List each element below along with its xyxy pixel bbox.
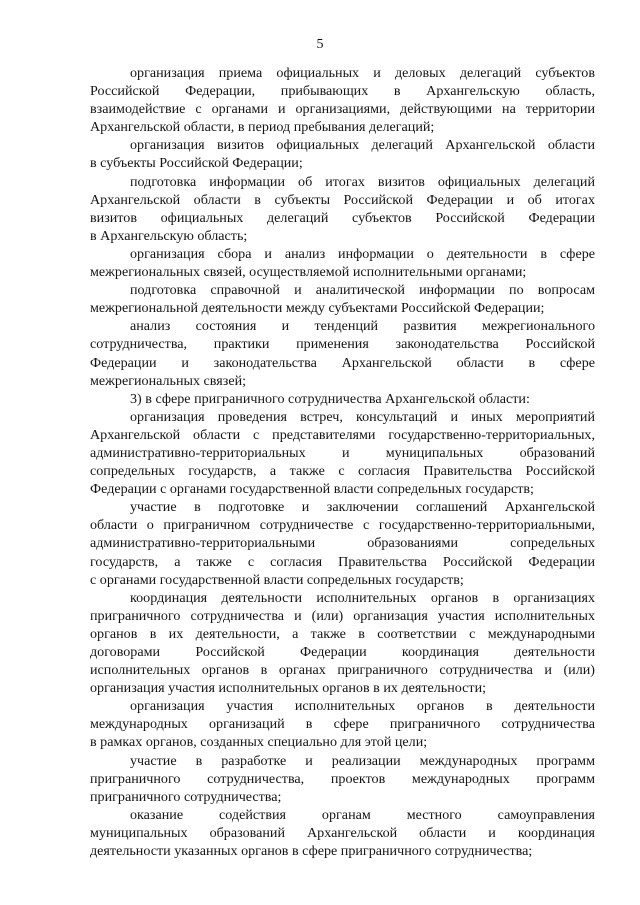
text-line: государств, а также с согласия Правительства Российской Федерации bbox=[90, 553, 595, 570]
paragraph bbox=[90, 136, 595, 172]
text-line: договорами Российской Федерации координация деятельности bbox=[90, 644, 595, 660]
text-line: международных организаций в сфере приграничного сотрудничества bbox=[90, 716, 595, 733]
page-number: 5 bbox=[316, 37, 324, 52]
text-line: органов в их деятельности, а также в соответствии с международными bbox=[90, 625, 595, 642]
text-line: приграничного сотрудничества; bbox=[90, 788, 282, 805]
text-line: деятельности указанных органов в сфере приграничного сотрудничества; bbox=[90, 843, 533, 860]
text-line: Архангельской области с представителями государственно-территориальных, bbox=[90, 426, 595, 443]
text-line: в субъекты Российской Федерации; bbox=[90, 155, 303, 172]
text-line: административно-территориальными образованиями сопредельных bbox=[90, 535, 595, 552]
text-line: организация сбора и анализ информации о деятельности в сфере bbox=[130, 245, 595, 262]
text-line: сотрудничества, практики применения законодательства Российской bbox=[90, 336, 595, 353]
text-line: Российской Федерации, прибывающих в Архангельскую область, bbox=[90, 83, 595, 100]
text-line: подготовка справочной и аналитической информации по вопросам bbox=[130, 282, 595, 299]
paragraph bbox=[90, 173, 595, 245]
text-line: Федерации и законодательства Архангельской области в сфере bbox=[90, 354, 595, 371]
text-line: межрегиональных связей; bbox=[90, 372, 247, 389]
text-line: Архангельской области, в период пребывания делегаций; bbox=[90, 119, 435, 136]
paragraph bbox=[90, 752, 595, 806]
text-line: организация участия исполнительных органов в деятельности bbox=[130, 698, 595, 715]
document-body bbox=[90, 64, 595, 860]
text-line: организация проведения встреч, консультаций и иных мероприятий bbox=[130, 408, 595, 425]
text-line: области о приграничном сотрудничестве с государственно-территориальными, bbox=[90, 517, 595, 534]
text-line: в Архангельскую область; bbox=[90, 227, 248, 244]
text-line: сопредельных государств, а также с согласия Правительства Российской bbox=[90, 463, 595, 480]
paragraph bbox=[90, 806, 595, 860]
text-line: в рамках органов, созданных специально для этой цели; bbox=[90, 734, 428, 751]
paragraph bbox=[90, 498, 595, 588]
text-line: Архангельской области в субъекты Российской Федерации и об итогах bbox=[90, 191, 595, 208]
text-line: организация участия исполнительных органов в их деятельности; bbox=[90, 680, 487, 697]
text-line: межрегиональных связей, осуществляемой исполнительными органами; bbox=[90, 264, 527, 281]
text-line: подготовка информации об итогах визитов официальных делегаций bbox=[130, 173, 595, 190]
text-line: муниципальных образований Архангельской области и координация bbox=[90, 824, 595, 841]
paragraph bbox=[90, 408, 595, 498]
text-line: организация визитов официальных делегаций Архангельской области bbox=[130, 137, 595, 154]
text-line: 3) в сфере приграничного сотрудничества Архангельской области: bbox=[130, 390, 530, 407]
text-line: координация деятельности исполнительных органов в организациях bbox=[130, 589, 595, 606]
text-line: участие в подготовке и заключении соглашений Архангельской bbox=[130, 499, 595, 516]
text-line: организация приема официальных и деловых делегаций субъектов bbox=[130, 65, 595, 81]
text-line: административно-территориальных и муниципальных образований bbox=[90, 444, 595, 461]
paragraph bbox=[90, 245, 595, 281]
paragraph bbox=[90, 697, 595, 751]
text-line: с органами государственной власти сопредельных государств; bbox=[90, 571, 464, 588]
text-line: межрегиональной деятельности между субъектами Российской Федерации; bbox=[90, 300, 545, 317]
text-line: исполнительных органов в органах приграничного сотрудничества и (или) bbox=[90, 662, 595, 679]
paragraph bbox=[90, 390, 595, 408]
paragraph bbox=[90, 64, 595, 136]
text-line: визитов официальных делегаций субъектов Российской Федерации bbox=[90, 209, 595, 226]
text-line: приграничного сотрудничества и (или) организация участия исполнительных bbox=[90, 607, 595, 624]
paragraph bbox=[90, 281, 595, 317]
text-line: анализ состояния и тенденций развития межрегионального bbox=[130, 318, 595, 335]
paragraph bbox=[90, 317, 595, 389]
text-line: приграничного сотрудничества, проектов международных программ bbox=[90, 770, 595, 787]
text-line: Федерации с органами государственной власти сопредельных государств; bbox=[90, 481, 534, 498]
text-line: оказание содействия органам местного самоуправления bbox=[130, 806, 595, 823]
text-line: взаимодействие с органами и организациями, действующими на территории bbox=[90, 101, 595, 118]
text-line: участие в разработке и реализации международных программ bbox=[130, 752, 595, 769]
paragraph bbox=[90, 589, 595, 698]
